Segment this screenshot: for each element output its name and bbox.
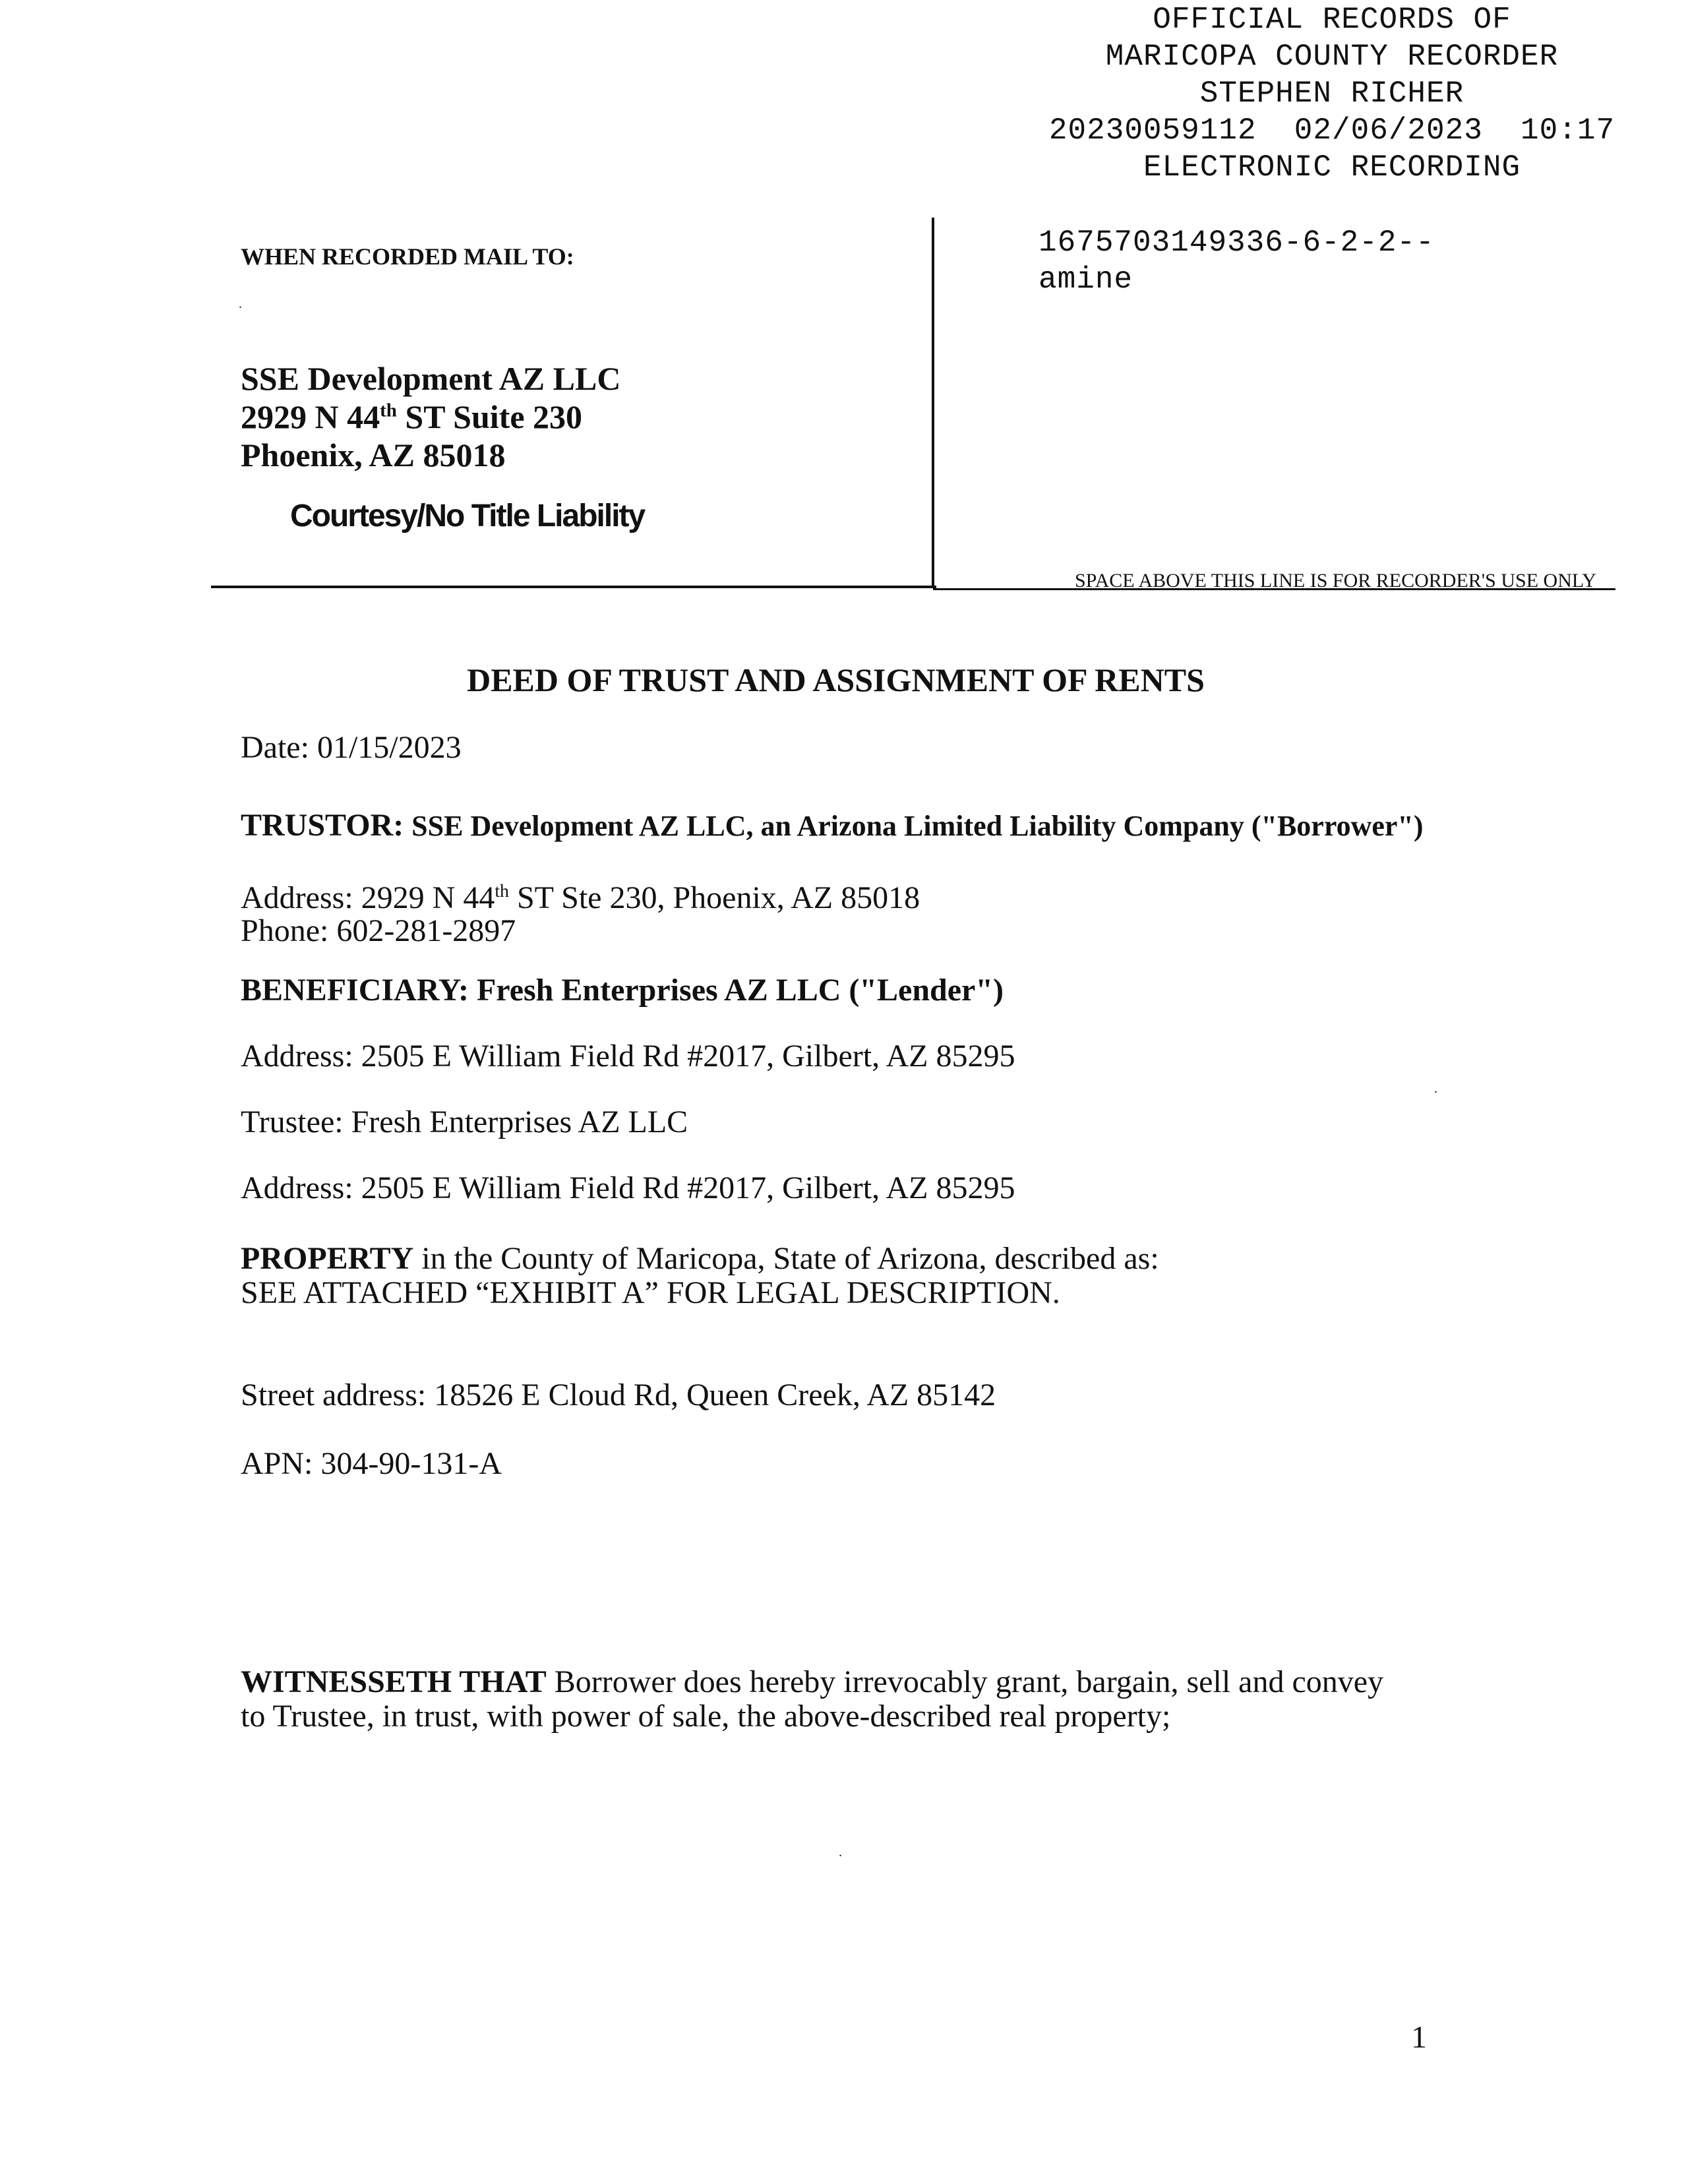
- street-address: Street address: 18526 E Cloud Rd, Queen Creek, AZ 85142: [241, 1378, 996, 1412]
- trustor-address: Address: 2929 N 44th ST Ste 230, Phoenix, AZ 85018: [241, 880, 920, 915]
- dot-mark: .: [839, 1845, 842, 1860]
- document-date: Date: 01/15/2023: [241, 730, 462, 765]
- recording-number: 20230059112: [1048, 113, 1257, 148]
- document-title: DEED OF TRUST AND ASSIGNMENT OF RENTS: [467, 661, 1205, 698]
- recorder-stamp: [1029, 1, 1635, 186]
- beneficiary-line: [241, 973, 1004, 1008]
- mail-to-label: WHEN RECORDED MAIL TO:: [241, 243, 574, 270]
- recorder-line-4: [1029, 112, 1635, 149]
- mail-to-city: Phoenix, AZ 85018: [241, 437, 506, 473]
- apn: APN: 304-90-131-A: [241, 1446, 502, 1481]
- courtesy-stamp: Courtesy/No Title Liability: [290, 499, 645, 533]
- recorder-line-2: MARICOPA COUNTY RECORDER: [1105, 40, 1559, 74]
- beneficiary-value: Fresh Enterprises AZ LLC ("Lender"): [476, 973, 1004, 1008]
- property-text: in the County of Maricopa, State of Arizona, described as:: [413, 1241, 1159, 1276]
- page-number: 1: [1411, 2020, 1427, 2055]
- trustee-line: Trustee: Fresh Enterprises AZ LLC: [241, 1105, 688, 1139]
- witnesseth-line-1: WITNESSETH THAT Borrower does hereby irrevocably grant, bargain, sell and convey: [241, 1664, 1384, 1699]
- beneficiary-label: BENEFICIARY:: [241, 973, 469, 1008]
- beneficiary-address: Address: 2505 E William Field Rd #2017, Gilbert, AZ 85295: [241, 1039, 1015, 1074]
- dot-mark: .: [1434, 1081, 1437, 1096]
- dot-mark: .: [239, 297, 242, 311]
- property-label: PROPERTY: [241, 1241, 414, 1276]
- witnesseth-line-2: to Trustee, in trust, with power of sale, the above-described real property;: [241, 1699, 1171, 1734]
- header-rule-left: [211, 586, 936, 588]
- trustor-label: TRUSTOR:: [241, 808, 404, 843]
- recorder-use-note: SPACE ABOVE THIS LINE IS FOR RECORDER'S USE ONLY: [1075, 570, 1596, 592]
- property-legal-description: SEE ATTACHED “EXHIBIT A” FOR LEGAL DESCRIPTION.: [241, 1275, 1060, 1310]
- recording-date: 02/06/2023: [1294, 113, 1483, 148]
- trustor-phone: Phone: 602-281-2897: [241, 913, 516, 948]
- recorder-line-3: STEPHEN RICHER: [1199, 76, 1464, 111]
- document-code: 1675703149336-6-2-2--: [1039, 226, 1435, 260]
- trustor-value: SSE Development AZ LLC, an Arizona Limited Liability Company ("Borrower"): [411, 810, 1424, 842]
- witnesseth-label: WITNESSETH THAT: [241, 1664, 547, 1699]
- trustor-line: [241, 808, 1423, 843]
- trustee-address: Address: 2505 E William Field Rd #2017, Gilbert, AZ 85295: [241, 1170, 1015, 1205]
- mail-to-name: SSE Development AZ LLC: [241, 360, 621, 397]
- document-code-block: [1039, 224, 1435, 298]
- header-divider: [932, 218, 934, 588]
- recorder-line-5: ELECTRONIC RECORDING: [1143, 150, 1521, 185]
- recorder-line-1: OFFICIAL RECORDS OF: [1153, 3, 1511, 37]
- property-line: [241, 1242, 1159, 1276]
- mail-to-street: 2929 N 44th ST Suite 230: [241, 398, 583, 435]
- recording-time: 10:17: [1521, 113, 1615, 148]
- mail-to-address: [241, 359, 620, 474]
- recorder-user: amine: [1039, 262, 1133, 297]
